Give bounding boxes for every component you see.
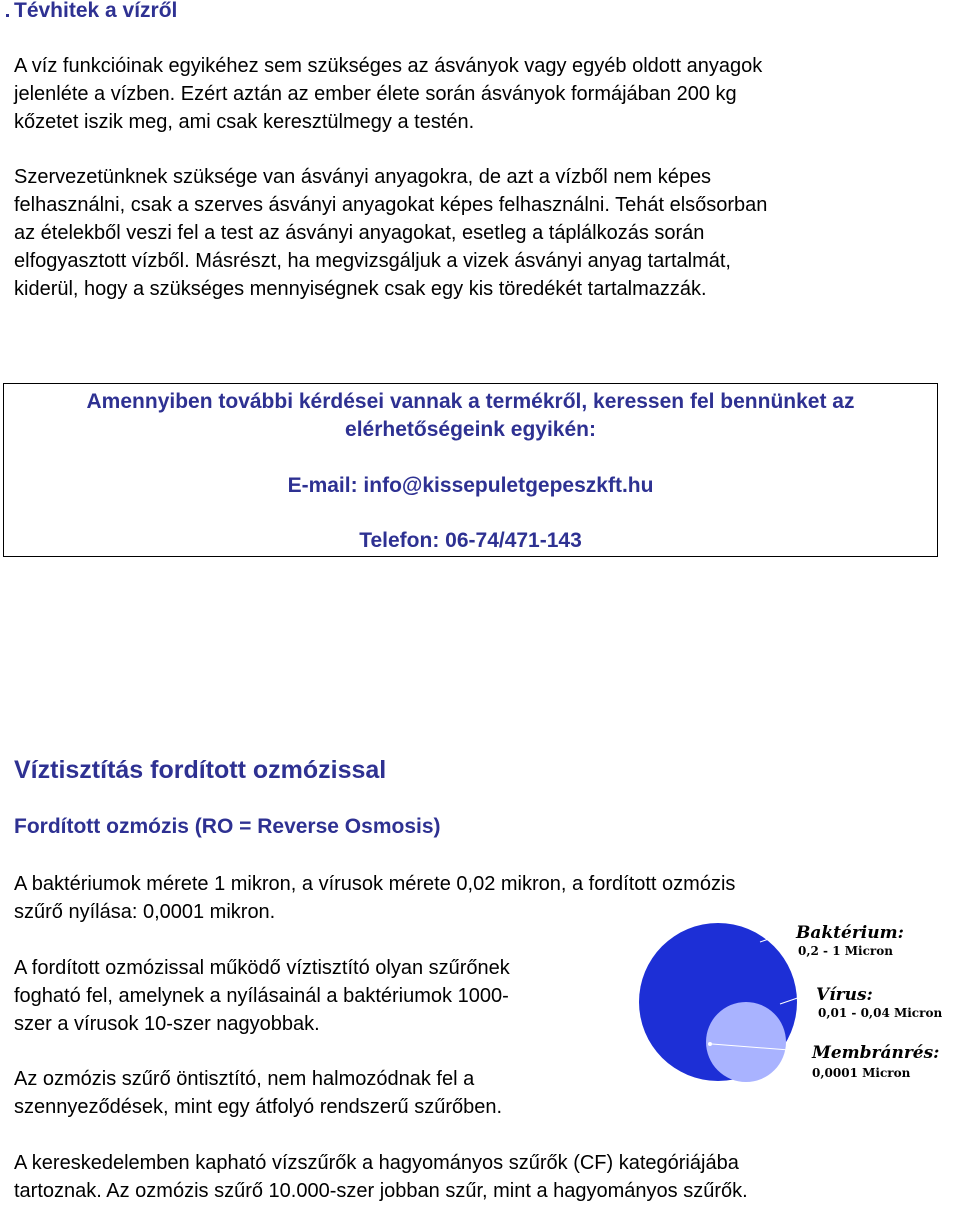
- contact-phone[interactable]: Telefon: 06-74/471-143: [359, 529, 582, 552]
- bacterium-size: 0,2 - 1 Micron: [798, 944, 893, 958]
- membrane-label: Membránrés:: [812, 1043, 940, 1063]
- membrane-dot: [708, 1042, 712, 1046]
- text-line: szer a vírusok 10-szer nagyobbak.: [14, 1013, 320, 1035]
- section-title-ro: Víztisztítás fordított ozmózissal: [14, 756, 387, 784]
- text-line: az ételekből veszi fel a test az ásványi anyagokat, esetleg a táplálkozás során: [14, 222, 705, 244]
- size-comparison-diagram: [630, 912, 960, 1092]
- text-line: kiderül, hogy a szükséges mennyiségnek csak egy kis töredékét tartalmazzák.: [14, 278, 707, 300]
- text-line: A víz funkcióinak egyikéhez sem szükséges az ásványok vagy egyéb oldott anyagok: [14, 55, 763, 77]
- text-line: fogható fel, amelynek a nyílásainál a baktériumok 1000-: [14, 985, 509, 1007]
- virus-circle: [706, 1002, 786, 1082]
- paragraph-selfcleaning: [14, 1065, 624, 1121]
- text-line: jelenléte a vízben. Ezért aztán az ember élete során ásványok formájában 200 kg: [14, 83, 737, 105]
- contact-email[interactable]: E-mail: info@kissepuletgepeszkft.hu: [287, 474, 654, 497]
- virus-label: Vírus:: [816, 985, 873, 1005]
- text-line: A kereskedelemben kapható vízszűrők a hagyományos szűrők (CF) kategóriájába: [14, 1152, 739, 1174]
- paragraph-minerals: [14, 163, 944, 303]
- section-title-misconceptions: Tévhitek a vízről: [14, 0, 178, 22]
- paragraph-filter: [14, 954, 624, 1038]
- text-line: kőzetet iszik meg, ami csak keresztülmegy a testén.: [14, 111, 475, 133]
- paragraph-commercial: [14, 1149, 944, 1205]
- text-line: elfogyasztott vízből. Másrészt, ha megvizsgáljuk a vizek ásványi anyag tartalmát,: [14, 250, 731, 272]
- text-line: Az ozmózis szűrő öntisztító, nem halmozódnak fel a: [14, 1068, 475, 1090]
- text-line: A fordított ozmózissal működő víztisztító olyan szűrőnek: [14, 957, 510, 979]
- contact-box: [3, 383, 938, 557]
- bullet-dot: [6, 14, 9, 17]
- bacterium-label: Baktérium:: [796, 923, 904, 943]
- text-line: szennyeződések, mint egy átfolyó rendszerű szűrőben.: [14, 1096, 503, 1118]
- bacterium-pointer: [760, 930, 795, 942]
- contact-intro-line1: Amennyiben további kérdései vannak a termékről, keressen fel bennünket az: [86, 390, 855, 413]
- paragraph-water-function: [14, 52, 944, 136]
- text-line: Szervezetünknek szüksége van ásványi anyagokra, de azt a vízből nem képes: [14, 166, 712, 188]
- text-line: tartoznak. Az ozmózis szűrő 10.000-szer jobban szűr, mint a hagyományos szűrők.: [14, 1180, 748, 1202]
- virus-size: 0,01 - 0,04 Micron: [818, 1006, 943, 1020]
- text-line: felhasználni, csak a szerves ásványi anyagokat képes felhasználni. Tehát elsősorban: [14, 194, 768, 216]
- section-subtitle-ro: Fordított ozmózis (RO = Reverse Osmosis): [14, 815, 441, 838]
- contact-intro-line2: elérhetőségeink egyikén:: [345, 418, 596, 441]
- text-line: A baktériumok mérete 1 mikron, a vírusok mérete 0,02 mikron, a fordított ozmózis: [14, 873, 736, 895]
- text-line: szűrő nyílása: 0,0001 mikron.: [14, 901, 276, 923]
- membrane-size: 0,0001 Micron: [812, 1066, 911, 1080]
